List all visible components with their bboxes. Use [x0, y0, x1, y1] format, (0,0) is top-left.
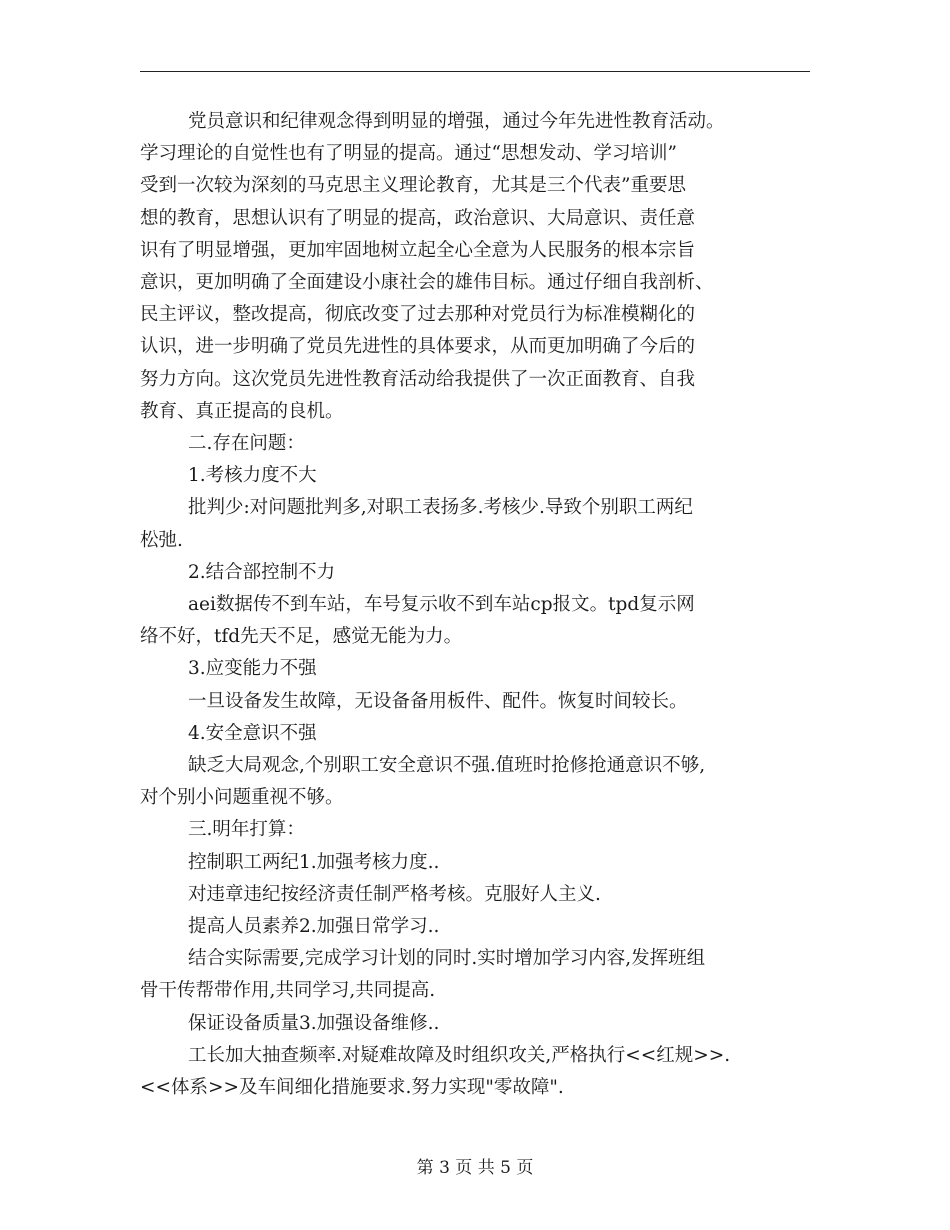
text-line: <<体系>>及车间细化措施要求.努力实现"零故障". [140, 1077, 564, 1099]
item-title: 2.结合部控制不力 [188, 561, 336, 583]
text-line: 工长加大抽查频率.对疑难故障及时组织攻关,严格执行<<红规>>. [188, 1044, 731, 1066]
text-line: 学习理论的自觉性也有了明显的提高。通过“思想发动、学习培训” [140, 143, 677, 165]
plan-title: 提高人员素养2.加强日常学习.. [188, 916, 440, 938]
section-heading: 二.存在问题： [188, 433, 305, 455]
item-title: 1.考核力度不大 [188, 465, 317, 487]
text-line: 结合实际需要,完成学习计划的同时.实时增加学习内容,发挥班组 [188, 948, 706, 970]
text-line: 民主评议，整改提高，彻底改变了过去那种对党员行为标准模糊化的 [140, 304, 696, 326]
text-line: 党员意识和纪律观念得到明显的增强，通过今年先进性教育活动。 [188, 111, 725, 132]
plan-title: 保证设备质量3.加强设备维修.. [188, 1012, 440, 1034]
text-line: 对个别小问题重视不够。 [140, 787, 344, 809]
text-line: 识有了明显增强，更加牢固地树立起全心全意为人民服务的根本宗旨 [140, 239, 696, 261]
page-footer: 第 3 页 共 5 页 [416, 1158, 534, 1178]
text-line: 想的教育，思想认识有了明显的提高，政治意识、大局意识、责任意 [140, 207, 696, 229]
text-line: 批判少:对问题批判多,对职工表扬多.考核少.导致个别职工两纪 [188, 497, 693, 519]
item-title: 3.应变能力不强 [188, 658, 317, 680]
section-heading: 三.明年打算： [188, 819, 305, 841]
plan-title: 控制职工两纪1.加强考核力度.. [188, 851, 440, 873]
text-line: 意识，更加明确了全面建设小康社会的雄伟目标。通过仔细自我剖析、 [140, 272, 714, 294]
text-line: 骨干传帮带作用,共同学习,共同提高. [140, 980, 436, 1002]
text-line: aei数据传不到车站，车号复示收不到车站cp报文。tpd复示网 [188, 594, 695, 616]
text-line: 受到一次较为深刻的马克思主义理论教育，尤其是三个代表”重要思 [140, 175, 686, 197]
header-rule [140, 71, 810, 72]
text-line: 教育、真正提高的良机。 [140, 400, 344, 422]
text-line: 络不好，tfd先天不足，感觉无能为力。 [140, 626, 463, 648]
text-line: 缺乏大局观念,个别职工安全意识不强.值班时抢修抢通意识不够, [188, 755, 706, 777]
text-line: 一旦设备发生故障，无设备备用板件、配件。恢复时间较长。 [188, 690, 688, 712]
item-title: 4.安全意识不强 [188, 722, 317, 744]
text-line: 认识，进一步明确了党员先进性的具体要求，从而更加明确了今后的 [140, 336, 696, 358]
text-line: 松弛. [140, 529, 183, 551]
text-line: 对违章违纪按经济责任制严格考核。克服好人主义. [188, 883, 601, 905]
document-body [140, 106, 820, 1104]
text-line: 努力方向。这次党员先进性教育活动给我提供了一次正面教育、自我 [140, 368, 696, 390]
